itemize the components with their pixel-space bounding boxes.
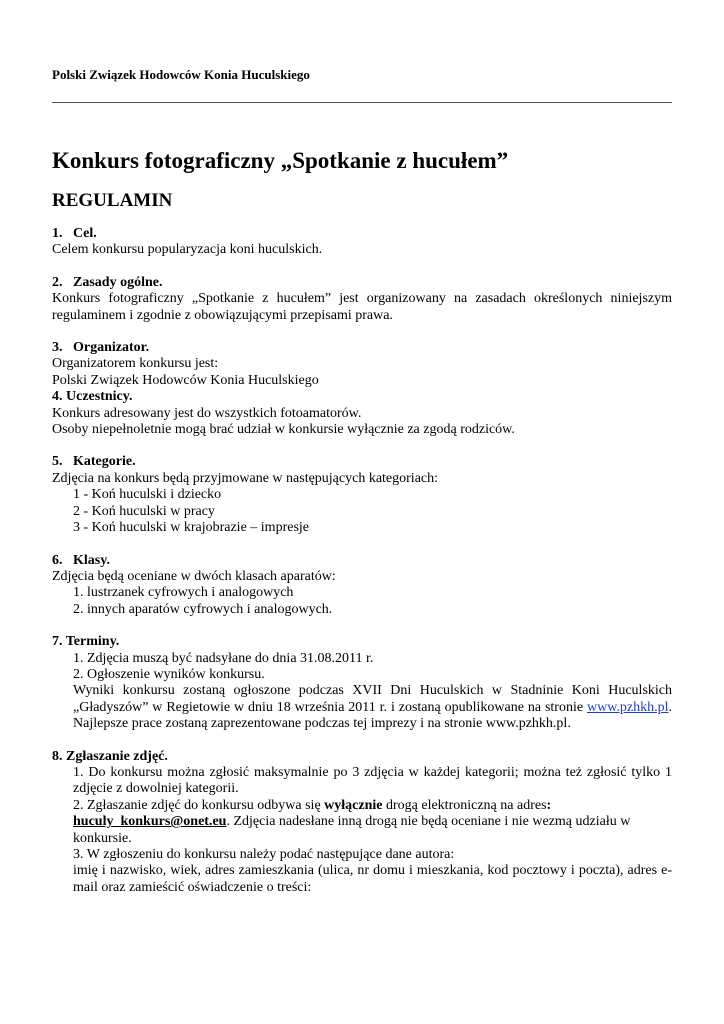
section-2-heading: 2. Zasady ogólne. (52, 274, 163, 290)
colon-bold: : (546, 797, 552, 813)
section-6-heading: 6. Klasy. (52, 552, 110, 568)
author-data-detail: imię i nazwisko, wiek, adres zamieszkania (ulica, nr domu i mieszkania, kod pocztowy i poczta), adres e-mail oraz zamieścić oświadczenie o treści: (73, 863, 672, 895)
submission-method-text-b: drogą elektroniczną na adres (382, 797, 547, 813)
exclusively-bold: wyłącznie (324, 797, 383, 813)
author-data-item: 3. W zgłoszeniu do konkursu należy podać następujące dane autora: (73, 847, 455, 862)
section-3-line2: Polski Związek Hodowców Konia Huculskiego (52, 372, 319, 388)
results-text-b: . Najlepsze prace zostaną zaprezentowane podczas tej imprezy i na stronie www.pzhkh.pl. (73, 699, 672, 732)
regulation-body (52, 226, 672, 896)
section-4-line1: Konkurs adresowany jest do wszystkich fotoamatorów. (52, 405, 362, 421)
category-item: 2 - Koń huculski w pracy (73, 503, 215, 519)
section-3-line1: Organizatorem konkursu jest: (52, 356, 219, 372)
section-5-heading: 5. Kategorie. (52, 454, 136, 470)
submission-method-item (52, 798, 672, 847)
results-item: 2. Ogłoszenie wyników konkursu. (73, 666, 265, 682)
section-3-heading: 3. Organizator. (52, 340, 150, 356)
class-item: 1. lustrzanek cyfrowych i analogowych (73, 585, 294, 601)
section-1-heading: 1. Cel. (52, 226, 97, 241)
submission-method-text: 2. Zgłaszanie zdjęć do konkursu odbywa się (73, 797, 325, 813)
results-paragraph (52, 683, 672, 732)
deadline-item: 1. Zdjęcia muszą być nadsyłane do dnia 31.08.2011 r. (73, 650, 374, 666)
section-4-line2: Osoby niepełnoletnie mogą brać udział w konkursie wyłącznie za zgodą rodziców. (52, 422, 515, 438)
section-8-heading: 8. Zgłaszanie zdjęć. (52, 748, 168, 764)
section-6-intro: Zdjęcia będą oceniane w dwóch klasach aparatów: (52, 568, 336, 584)
section-1-text: Celem konkursu popularyzacja koni huculskich. (52, 242, 323, 258)
results-text-a: Wyniki konkursu zostaną ogłoszone podczas XVII Dni Huculskich w Stadninie Koni Huculskich „Gładyszów” w Regietowie w dniu 18 września 2011 r. i zostaną opublikowane na stronie (73, 683, 672, 715)
class-item: 2. innych aparatów cyfrowych i analogowych. (73, 601, 333, 617)
header-divider (52, 102, 672, 103)
section-4-heading: 4. Uczestnicy. (52, 389, 133, 405)
document-subtitle: REGULAMIN (52, 190, 173, 211)
section-2-text: Konkurs fotograficzny „Spotkanie z hucułem” jest organizowany na zasadach określonych niniejszym regulaminem i zgodnie z obowiązującymi przepisami prawa. (52, 291, 672, 323)
category-item: 3 - Koń huculski w krajobrazie – impresje (73, 520, 309, 536)
category-item: 1 - Koń huculski i dziecko (73, 487, 222, 503)
header-org-name: Polski Związek Hodowców Konia Huculskiego (52, 67, 310, 82)
submission-limit-item: 1. Do konkursu można zgłosić maksymalnie po 3 zdjęcia w każdej kategorii; można też zgłosić tylko 1 zdjęcie z dowolniej kategorii. (73, 764, 672, 797)
submission-method-text-c: . Zdjęcia nadesłane inną drogą nie będą oceniane i nie wezmą udziału w konkursie. (73, 814, 631, 846)
section-5-intro: Zdjęcia na konkurs będą przyjmowane w następujących kategoriach: (52, 470, 439, 486)
contest-email[interactable]: huculy_konkurs@onet.eu (73, 814, 227, 830)
document-title: Konkurs fotograficzny „Spotkanie z hucułem” (52, 148, 509, 173)
section-7-heading: 7. Terminy. (52, 634, 120, 650)
website-link[interactable]: www.pzhkh.pl (586, 699, 669, 715)
